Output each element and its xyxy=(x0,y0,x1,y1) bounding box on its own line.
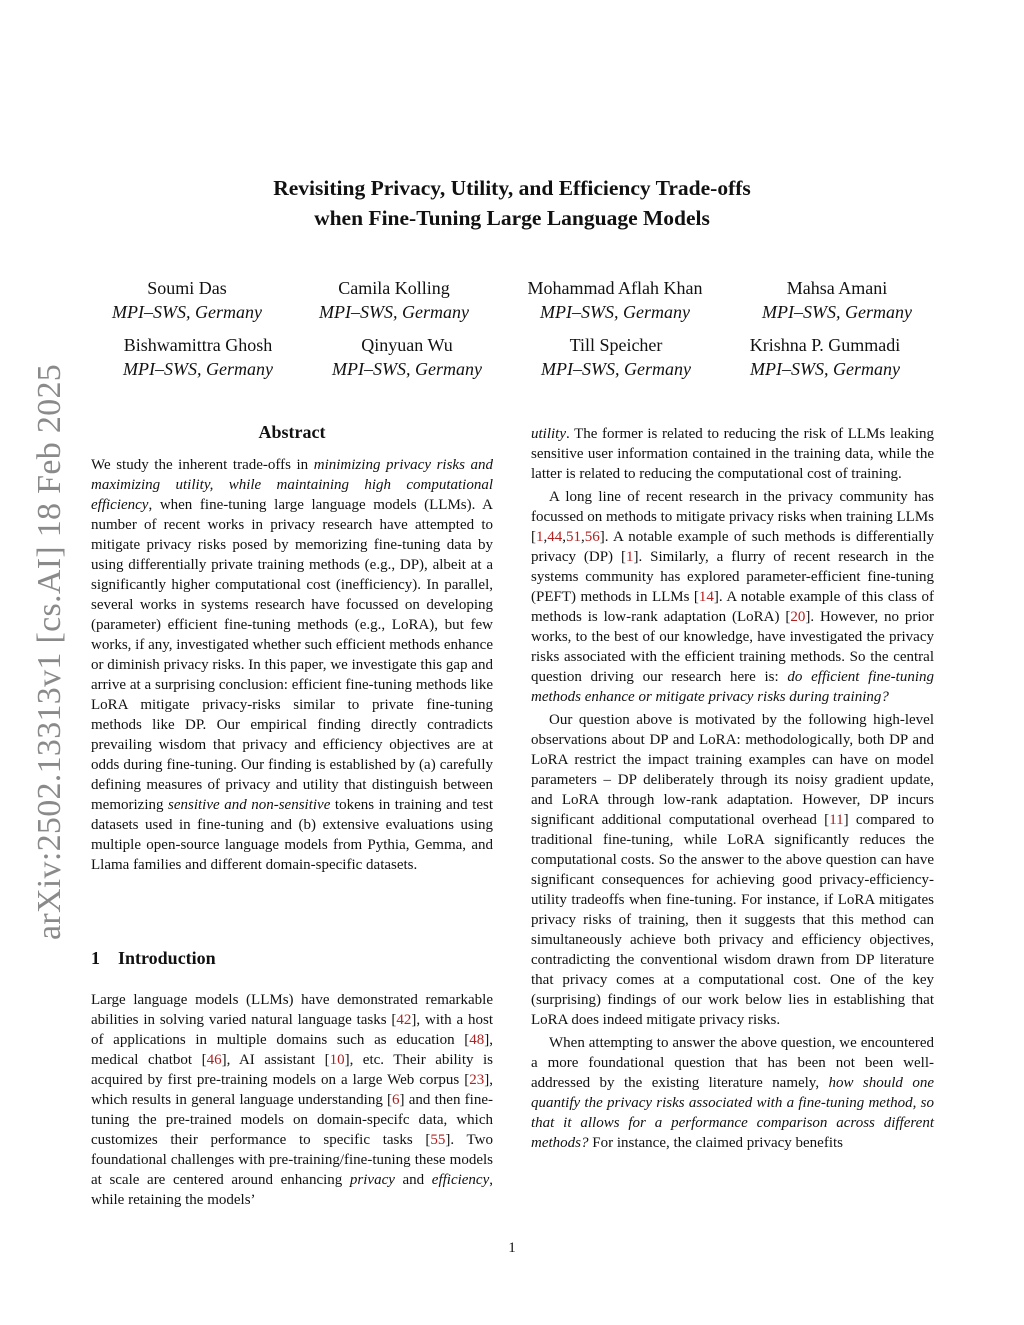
author-affiliation: MPI–SWS, Germany xyxy=(319,302,469,322)
author-affiliation: MPI–SWS, Germany xyxy=(332,359,482,379)
author-name: Camila Kolling xyxy=(338,278,450,298)
author-affiliation: MPI–SWS, Germany xyxy=(123,359,273,379)
title-line-1: Revisiting Privacy, Utility, and Efficiency Trade-offs xyxy=(273,176,751,200)
right-column-body xyxy=(531,424,934,1153)
citation-link[interactable]: 51 xyxy=(566,529,581,545)
citation-link[interactable]: 1 xyxy=(625,549,634,565)
citation-link[interactable]: 48 xyxy=(469,1032,485,1048)
author-name: Soumi Das xyxy=(147,278,227,298)
abstract-emphasis: sensitive and non-sensitive xyxy=(168,797,331,813)
paragraph: utility. The former is related to reducing the risk of LLMs leaking sensitive user information contained in the training data, while the latter is related to reducing the computational cost of training. xyxy=(531,426,934,482)
paper-title xyxy=(0,173,1024,233)
abstract-text: We study the inherent trade-offs in xyxy=(91,457,314,473)
author-block xyxy=(750,333,901,381)
author-affiliation: MPI–SWS, Germany xyxy=(540,302,690,322)
section-heading-introduction xyxy=(91,948,216,969)
author-block xyxy=(123,333,273,381)
author-name: Krishna P. Gummadi xyxy=(749,335,901,355)
author-affiliation: MPI–SWS, Germany xyxy=(750,359,900,379)
title-line-2: when Fine-Tuning Large Language Models xyxy=(314,206,710,230)
author-block xyxy=(112,276,262,324)
author-block xyxy=(332,333,482,381)
author-name: Qinyuan Wu xyxy=(361,335,453,355)
author-block xyxy=(762,276,912,324)
paragraph: Our question above is motivated by the following high-level observations about DP and LoRA: methodologically, both DP and LoRA restrict the impact training examples can have on model parameters – DP deliberately through its noisy gradient update, and LoRA through low-rank adaptation. However, DP incurs significant additional computational overhead [11] compared to traditional fine-tuning, while LoRA significantly reduces the computational costs. So the answer to the above question can have significant consequences for achieving good privacy-efficiency-utility tradeoffs when fine-tuning. For instance, if LoRA mitigates privacy risks of training, then it suggests that this method can simultaneously achieve both privacy and efficiency objectives, contradicting the conventional wisdom drawn from DP literature that privacy comes at a computational cost. One of the key (surprising) findings of our work below lies in establishing that LoRA does indeed mitigate privacy risks. xyxy=(531,712,934,1028)
section-title: Introduction xyxy=(118,948,216,968)
citation-link[interactable]: 23 xyxy=(469,1072,485,1088)
citation-link[interactable]: 14 xyxy=(698,589,714,605)
abstract-text: tokens in training and test datasets used in fine-tuning and (b) extensive evaluations using multiple open-source language models from Pythia, Gemma, and Llama families and different domain-specific datasets. xyxy=(91,797,493,873)
author-affiliation: MPI–SWS, Germany xyxy=(112,302,262,322)
citation-link[interactable]: 10 xyxy=(329,1052,345,1068)
author-affiliation: MPI–SWS, Germany xyxy=(762,302,912,322)
citation-link[interactable]: 42 xyxy=(396,1012,412,1028)
page-number: 1 xyxy=(508,1240,516,1256)
abstract-body xyxy=(91,455,493,875)
citation-link[interactable]: 11 xyxy=(829,812,844,828)
abstract-text: , when fine-tuning large language models (LLMs). A number of recent works in privacy research have attempted to mitigate privacy risks posed by memorizing fine-tuning data by using differentially private training methods (e.g., DP), albeit at a significantly higher computational cost (inefficiency). In parallel, several works in systems research have focussed on developing (parameter) efficient fine-tuning methods (e.g., LoRA), but few works, if any, investigated whether such efficient methods enhance or diminish privacy risks. In this paper, we investigate this gap and arrive at a surprising conclusion: efficient fine-tuning methods like LoRA mitigate privacy-risks similar to private fine-tuning methods like DP. Our empirical finding directly contradicts prevailing wisdom that privacy and efficiency objectives are at odds during fine-tuning. Our finding is established by (a) carefully defining measures of privacy and utility that distinguish between memorizing xyxy=(91,497,493,813)
citation-link[interactable]: 55 xyxy=(430,1132,446,1148)
arxiv-identifier: arXiv:2502.13313v1 [cs.AI] 18 Feb 2025 xyxy=(31,363,68,941)
citation-link[interactable]: 1 xyxy=(536,529,544,545)
intro-paragraph: Large language models (LLMs) have demonstrated remarkable abilities in solving varied natural language tasks [42], with a host of applications in multiple domains such as education [48], medical chatbot [46], AI assistant [10], etc. Their ability is acquired by first pre-training models on a large Web corpus [23], which results in general language understanding [6] and then fine-tuning the pre-trained models on domain-specifc data, which customizes their performance to specific tasks [55]. Two foundational challenges with pre-training/fine-tuning these models at scale are centered around enhancing privacy and efficiency, while retaining the models’ xyxy=(91,992,494,1208)
citation-link[interactable]: 46 xyxy=(206,1052,222,1068)
paragraph: A long line of recent research in the privacy community has focussed on methods to mitigate privacy risks when training LLMs [1,44,51,56]. A notable example of such methods is differentially privacy (DP) [1]. Similarly, a flurry of recent research in the systems community has explored parameter-efficient fine-tuning (PEFT) methods in LLMs [14]. A notable example of this class of methods is low-rank adaptation (LoRA) [20]. However, no prior works, to the best of our knowledge, have investigated the privacy risks associated with the efficient training methods. So the central question driving our research here is: do efficient fine-tuning methods enhance or mitigate privacy risks during training? xyxy=(531,489,935,705)
author-block xyxy=(541,333,691,381)
author-name: Till Speicher xyxy=(569,335,663,355)
citation-link[interactable]: 20 xyxy=(790,609,806,625)
author-name: Mohammad Aflah Khan xyxy=(527,278,703,298)
author-affiliation: MPI–SWS, Germany xyxy=(541,359,691,379)
citation-link[interactable]: 6 xyxy=(392,1092,400,1108)
author-name: Mahsa Amani xyxy=(786,278,888,298)
author-name: Bishwamittra Ghosh xyxy=(123,335,273,355)
citation-link[interactable]: 56 xyxy=(584,529,600,545)
paragraph: When attempting to answer the above question, we encountered a more foundational question that has been not been well-addressed by the existing literature namely, how should one quantify the privacy risks associated with a fine-tuning method, so that it allows for a performance comparison across different methods? For instance, the claimed privacy benefits xyxy=(531,1035,934,1151)
section-number: 1 xyxy=(91,948,100,968)
abstract-heading: Abstract xyxy=(258,422,326,442)
abstract-emphasis: minimizing privacy risks and maximizing utility, while maintaining high computational efficiency xyxy=(91,457,493,513)
citation-link[interactable]: 44 xyxy=(547,529,563,545)
author-block xyxy=(319,276,469,324)
author-block xyxy=(528,276,703,324)
